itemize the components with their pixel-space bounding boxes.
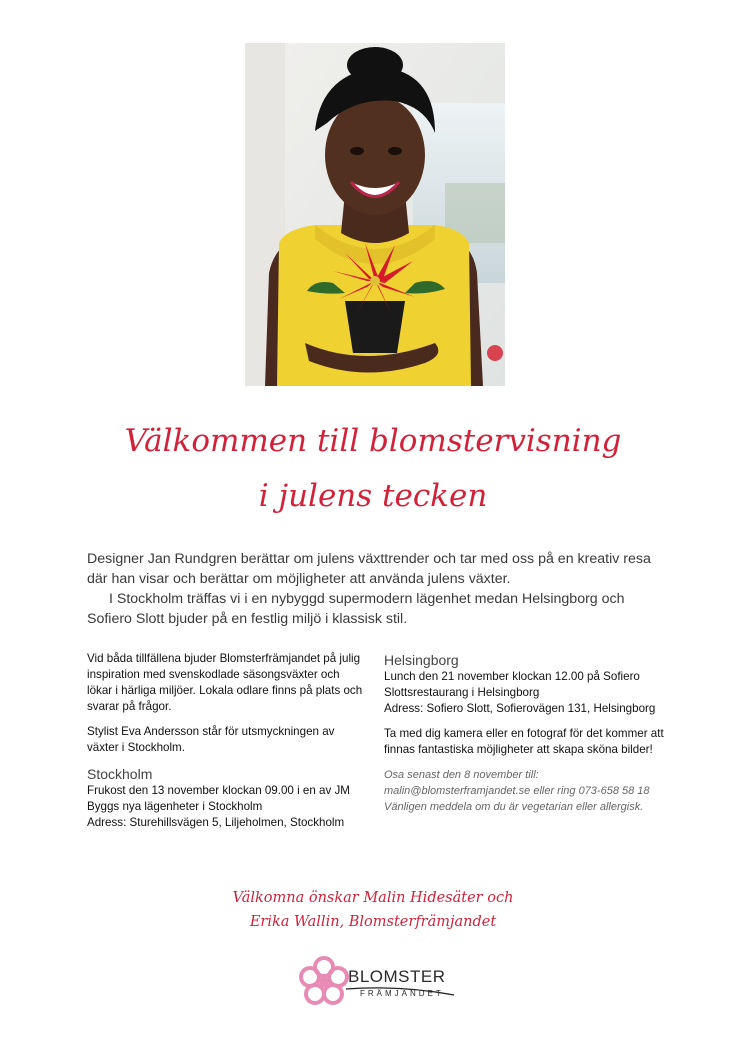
camera-paragraph: Ta med dig kamera eller en fotograf för det kommer att finnas fantastiska möjligheter att skapa sköna bilder! <box>384 727 664 756</box>
helsingborg-address: Adress: Sofiero Slott, Sofierovägen 131, Helsingborg <box>384 702 656 715</box>
osa-line-3: Vänligen meddela om du är vegetarian eller allergisk. <box>384 801 644 813</box>
helsingborg-event: Lunch den 21 november klockan 12.00 på Sofiero Slottsrestaurang i Helsingborg <box>384 670 640 699</box>
left-paragraph-2: Stylist Eva Andersson står för utsmyckningen av växter i Stockholm. <box>87 725 335 754</box>
flower-icon <box>298 955 350 1009</box>
intro-paragraph-2: I Stockholm träffas vi i en nybyggd supermodern lägenhet medan Helsingborg och Sofiero Slott bjuder på en festlig miljö i klassisk stil. <box>87 591 625 627</box>
logo-wordmark: BLOMSTER <box>348 967 446 986</box>
intro-paragraph-1: Designer Jan Rundgren berättar om julens växttrender och tar med oss på en kreativ resa där han visar och berättar om möjligheter att använda julens växter. <box>87 551 651 587</box>
helsingborg-heading: Helsingborg <box>384 652 459 668</box>
hero-photo <box>245 43 505 386</box>
stockholm-address: Adress: Sturehillsvägen 5, Liljeholmen, Stockholm <box>87 816 345 829</box>
stockholm-event: Frukost den 13 november klockan 09.00 i en av JM Byggs nya lägenheter i Stockholm <box>87 784 350 813</box>
osa-line-1: Osa senast den 8 november till: <box>384 769 539 781</box>
osa-line-2[interactable]: malin@blomsterframjandet.se eller ring 073-658 58 18 <box>384 785 650 797</box>
intro-text <box>87 549 667 629</box>
left-paragraph-1: Vid båda tillfällena bjuder Blomsterfrämjandet på julig inspiration med svenskodlade säsongsväxter och lökar i härliga miljöer. Lokala odlare finns på plats och svarar på frågor. <box>87 652 363 713</box>
stockholm-heading: Stockholm <box>87 766 153 782</box>
title-line-1: Välkommen till blomstervisning <box>124 423 622 459</box>
blomsterframjandet-logo <box>298 955 458 1011</box>
closing-line-2: Erika Wallin, Blomsterfrämjandet <box>249 914 497 930</box>
title-line-2: i julens tecken <box>258 478 488 514</box>
woman-with-poinsettia-image <box>245 43 505 386</box>
right-column <box>384 651 684 815</box>
logo-subtitle: FRÄMJANDET <box>360 989 444 998</box>
closing-line-1: Välkomna önskar Malin Hidesäter och <box>232 890 514 906</box>
left-column <box>87 651 365 831</box>
